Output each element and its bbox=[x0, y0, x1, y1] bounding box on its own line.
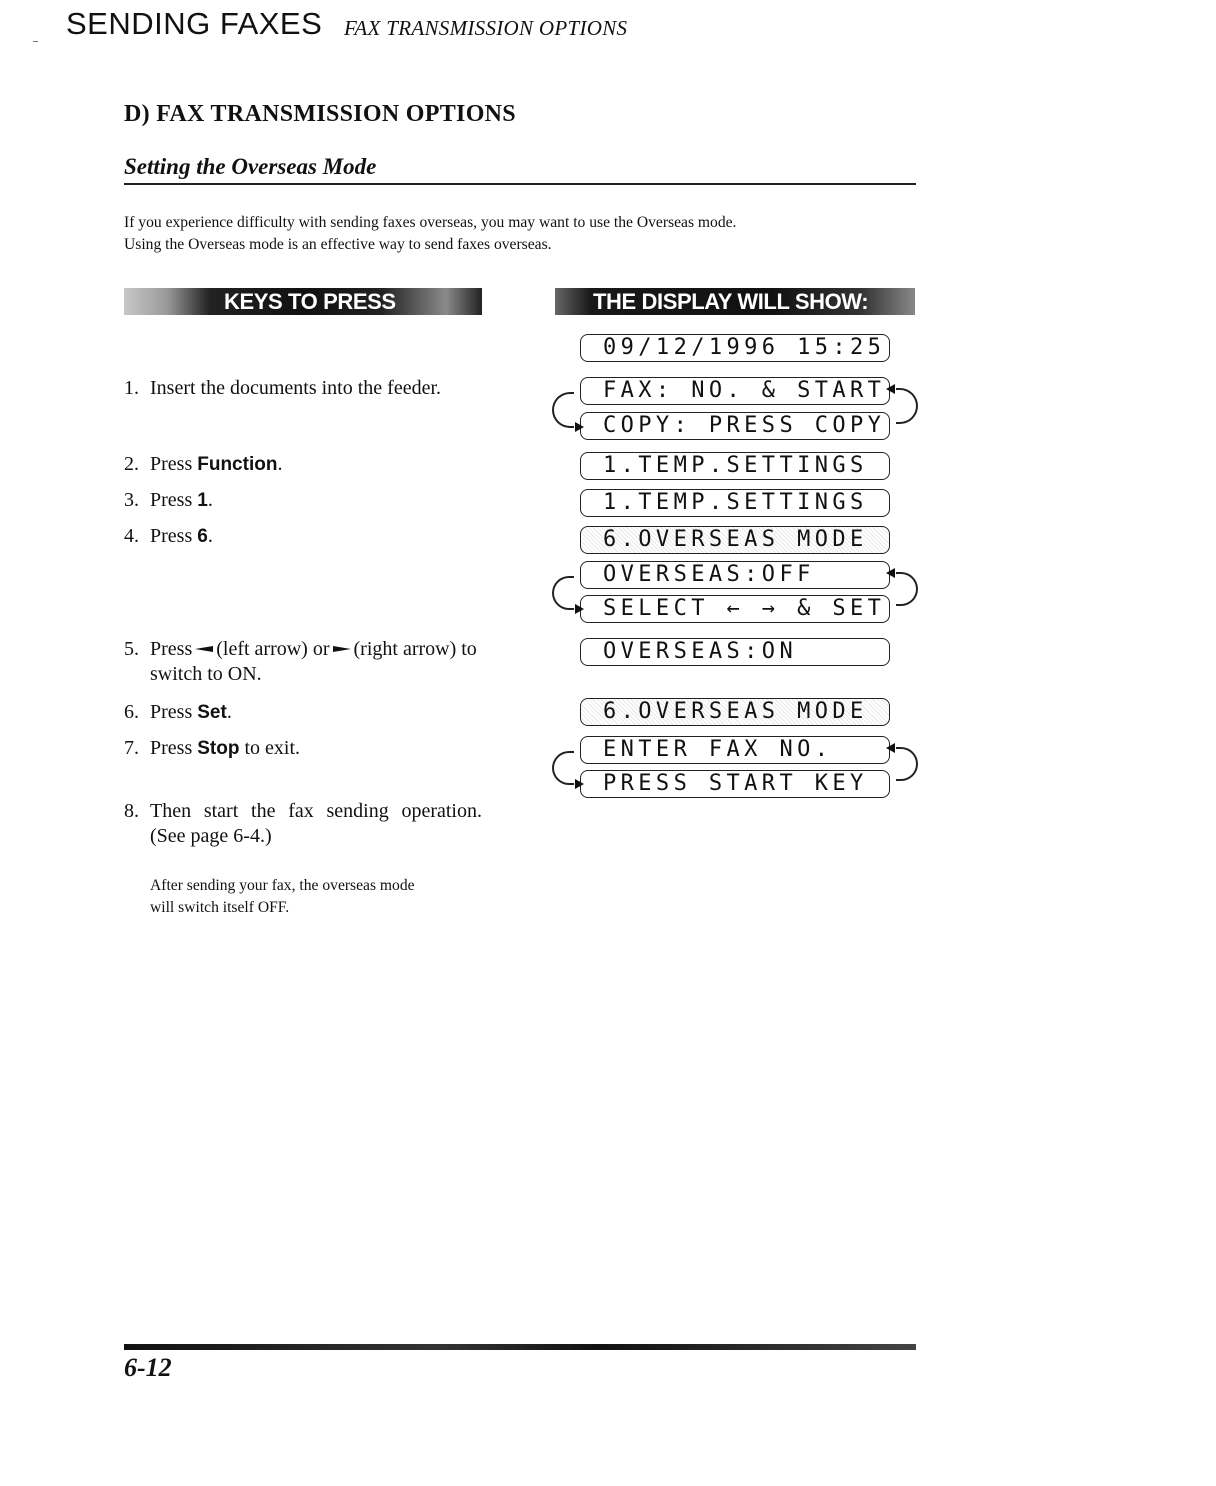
step-prefix: Press bbox=[150, 525, 198, 547]
key-6: 6 bbox=[197, 526, 208, 547]
step-prefix: Press bbox=[150, 638, 193, 660]
step-number: 3. bbox=[124, 489, 139, 511]
alternating-left-arrow-icon bbox=[552, 576, 574, 610]
lcd-press-start-key: PRESS START KEY bbox=[580, 770, 890, 798]
step-middle: (left arrow) or bbox=[216, 638, 330, 660]
chapter-title: SENDING FAXES bbox=[66, 6, 323, 41]
footer-rule bbox=[124, 1344, 916, 1350]
key-set: Set bbox=[197, 702, 227, 723]
lcd-enter-fax-no: ENTER FAX NO. bbox=[580, 736, 890, 764]
lcd-overseas-on: OVERSEAS:ON bbox=[580, 638, 890, 666]
step-7 bbox=[124, 736, 482, 761]
right-arrow-icon bbox=[333, 646, 351, 652]
alternating-right-arrow-icon bbox=[896, 747, 918, 781]
lcd-fax-prompt: FAX: NO. & START bbox=[580, 377, 890, 405]
lcd-overseas-mode: 6.OVERSEAS MODE bbox=[580, 698, 890, 726]
subsection-title: Setting the Overseas Mode bbox=[124, 154, 377, 179]
step-3 bbox=[124, 488, 482, 513]
intro-line-1: If you experience difficulty with sending faxes overseas, you may want to use the Overseas mode. bbox=[124, 214, 737, 231]
step-text bbox=[150, 700, 482, 725]
lcd-temp-settings: 1.TEMP.SETTINGS bbox=[580, 452, 890, 480]
step-1 bbox=[124, 376, 482, 401]
step-number: 5. bbox=[124, 638, 139, 660]
step-number: 2. bbox=[124, 453, 139, 475]
step-4 bbox=[124, 524, 482, 549]
step-suffix: . bbox=[277, 453, 283, 475]
step-suffix: (right arrow) to switch to ON. bbox=[150, 638, 477, 685]
step-suffix: . bbox=[207, 489, 213, 511]
step-5 bbox=[124, 637, 482, 687]
lcd-temp-settings: 1.TEMP.SETTINGS bbox=[580, 489, 890, 517]
lcd-overseas-off: OVERSEAS:OFF bbox=[580, 561, 890, 589]
subsection-underline bbox=[124, 183, 916, 185]
lcd-select-set: SELECT ← → & SET bbox=[580, 595, 890, 623]
page-number: 6-12 bbox=[124, 1353, 172, 1382]
margin-mark bbox=[33, 41, 38, 42]
intro-line-2: Using the Overseas mode is an effective way to send faxes overseas. bbox=[124, 236, 552, 253]
step-text: Insert the documents into the feeder. bbox=[150, 377, 442, 399]
step-prefix: Press bbox=[150, 489, 198, 511]
key-function: Function bbox=[197, 454, 278, 475]
step-suffix: . bbox=[226, 701, 232, 723]
step-number: 4. bbox=[124, 525, 139, 547]
section-title: D) FAX TRANSMISSION OPTIONS bbox=[124, 101, 516, 127]
step-text bbox=[150, 637, 482, 687]
step-number: 6. bbox=[124, 701, 139, 723]
alternating-left-arrow-icon bbox=[552, 751, 574, 785]
key-1: 1 bbox=[197, 490, 208, 511]
step-prefix: Press bbox=[150, 737, 198, 759]
step-prefix: Press bbox=[150, 701, 198, 723]
key-stop: Stop bbox=[197, 738, 240, 759]
step-text: Then start the fax sending operation. (See page 6-4.) bbox=[150, 800, 482, 847]
step-suffix: . bbox=[207, 525, 213, 547]
lcd-date-time: 09/12/1996 15:25 bbox=[580, 334, 890, 362]
note-line-1: After sending your fax, the overseas mode bbox=[150, 877, 415, 894]
step-text bbox=[150, 452, 482, 477]
step-text bbox=[150, 736, 482, 761]
keys-to-press-header: KEYS TO PRESS bbox=[124, 288, 482, 315]
step-2 bbox=[124, 452, 482, 477]
alternating-left-arrow-icon bbox=[552, 392, 574, 428]
step-number: 1. bbox=[124, 377, 139, 399]
section-running-head: FAX TRANSMISSION OPTIONS bbox=[344, 16, 628, 40]
step-text bbox=[150, 524, 482, 549]
display-will-show-header: THE DISPLAY WILL SHOW: bbox=[555, 288, 915, 315]
note bbox=[150, 875, 490, 919]
alternating-right-arrow-icon bbox=[896, 572, 918, 606]
step-suffix: to exit. bbox=[239, 737, 300, 759]
step-8 bbox=[124, 799, 482, 849]
step-text bbox=[150, 488, 482, 513]
step-prefix: Press bbox=[150, 453, 198, 475]
note-line-2: will switch itself OFF. bbox=[150, 899, 290, 916]
lcd-copy-prompt: COPY: PRESS COPY bbox=[580, 412, 890, 440]
step-number: 7. bbox=[124, 737, 139, 759]
intro-paragraph bbox=[124, 212, 924, 256]
step-number: 8. bbox=[124, 800, 139, 822]
step-6 bbox=[124, 700, 482, 725]
alternating-right-arrow-icon bbox=[896, 388, 918, 424]
left-arrow-icon bbox=[195, 646, 213, 652]
lcd-overseas-mode: 6.OVERSEAS MODE bbox=[580, 526, 890, 554]
